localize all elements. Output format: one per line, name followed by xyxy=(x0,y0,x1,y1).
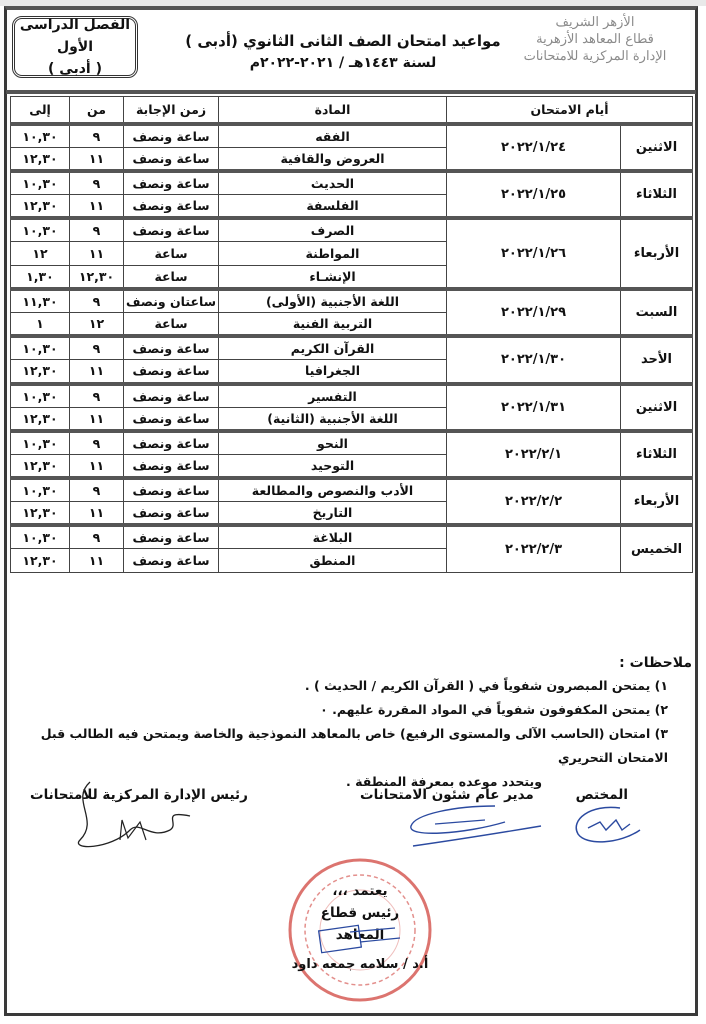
end-time-cell: ١٠,٣٠ xyxy=(11,124,70,148)
end-time-cell: ١٢,٣٠ xyxy=(11,502,70,526)
note-item: ١) يمتحن المبصرون شفوياً في ( القرآن الكريم / الحديث ) . xyxy=(304,678,668,693)
end-time-cell: ١٠,٣٠ xyxy=(11,431,70,455)
table-row xyxy=(11,478,693,502)
subject-cell: الفقه xyxy=(219,124,447,148)
header-divider xyxy=(6,90,696,94)
header-exam-days: أيام الامتحان xyxy=(447,97,693,125)
subject-cell: الإنشـاء xyxy=(219,266,447,290)
exam-day: الثلاثاء xyxy=(621,431,693,478)
handwritten-signature-specialist xyxy=(560,800,650,850)
exam-day: الاثنين xyxy=(621,384,693,431)
end-time-cell: ١٢,٣٠ xyxy=(11,407,70,431)
duration-cell: ساعة ونصف xyxy=(124,148,219,172)
exam-date: ٢٠٢٢/٢/٣ xyxy=(447,525,621,572)
duration-cell: ساعة ونصف xyxy=(124,360,219,384)
duration-cell: ساعة ونصف xyxy=(124,336,219,360)
table-header-row xyxy=(11,97,693,125)
end-time-cell: ١٠,٣٠ xyxy=(11,171,70,195)
subject-cell: التفسير xyxy=(219,384,447,408)
duration-cell: ساعة ونصف xyxy=(124,407,219,431)
signature-label-central-head: رئيس الإدارة المركزية للامتحانات xyxy=(30,787,248,803)
end-time-cell: ١٠,٣٠ xyxy=(11,384,70,408)
table-row xyxy=(11,218,693,242)
start-time-cell: ٩ xyxy=(70,431,124,455)
subject-cell: البلاغة xyxy=(219,525,447,549)
signature-label-general-manager: مدير عام شئون الامتحانات xyxy=(360,787,534,803)
header-to: إلى xyxy=(11,97,70,125)
start-time-cell: ٩ xyxy=(70,171,124,195)
start-time-cell: ٩ xyxy=(70,478,124,502)
duration-cell: ساعة ونصف xyxy=(124,525,219,549)
exam-date: ٢٠٢٢/١/٣١ xyxy=(447,384,621,431)
note-item-continuation: ويتحدد موعده بمعرفة المنطقة . xyxy=(346,774,542,789)
duration-cell: ساعة ونصف xyxy=(124,384,219,408)
exam-day: الاثنين xyxy=(621,124,693,171)
duration-cell: ساعة ونصف xyxy=(124,124,219,148)
start-time-cell: ١١ xyxy=(70,195,124,219)
start-time-cell: ٩ xyxy=(70,336,124,360)
exam-day: الثلاثاء xyxy=(621,171,693,218)
exam-schedule-table xyxy=(10,96,693,573)
subject-cell: اللغة الأجنبية (الأولى) xyxy=(219,289,447,313)
end-time-cell: ١,٣٠ xyxy=(11,266,70,290)
table-row xyxy=(11,336,693,360)
subject-cell: العروض والقافية xyxy=(219,148,447,172)
exam-day: الأربعاء xyxy=(621,218,693,289)
notes-section xyxy=(10,652,692,794)
semester-box xyxy=(12,16,138,78)
table-row xyxy=(11,171,693,195)
handwritten-signature-sector-head xyxy=(300,920,410,960)
header-from: من xyxy=(70,97,124,125)
duration-cell: ساعة ونصف xyxy=(124,171,219,195)
exam-day: السبت xyxy=(621,289,693,336)
document-title xyxy=(178,30,508,74)
duration-cell: ساعة xyxy=(124,313,219,337)
start-time-cell: ١١ xyxy=(70,502,124,526)
start-time-cell: ١١ xyxy=(70,360,124,384)
end-time-cell: ١٢,٣٠ xyxy=(11,195,70,219)
subject-cell: اللغة الأجنبية (الثانية) xyxy=(219,407,447,431)
start-time-cell: ١١ xyxy=(70,242,124,266)
exam-day: الأحد xyxy=(621,336,693,383)
end-time-cell: ١٠,٣٠ xyxy=(11,336,70,360)
exam-day: الخميس xyxy=(621,525,693,572)
approve-label: يعتمد ،،، xyxy=(332,883,388,899)
logo-line: الإدارة المركزية للامتحانات xyxy=(523,49,667,64)
end-time-cell: ١١,٣٠ xyxy=(11,289,70,313)
end-time-cell: ١٢,٣٠ xyxy=(11,148,70,172)
sector-head-name: أ.د / سلامه جمعه داود xyxy=(291,957,429,972)
document-header xyxy=(8,12,696,90)
start-time-cell: ٩ xyxy=(70,124,124,148)
exam-date: ٢٠٢٢/١/٣٠ xyxy=(447,336,621,383)
duration-cell: ساعة ونصف xyxy=(124,549,219,573)
subject-cell: التاريخ xyxy=(219,502,447,526)
duration-cell: ساعة ونصف xyxy=(124,195,219,219)
subject-cell: الفلسفة xyxy=(219,195,447,219)
end-time-cell: ١ xyxy=(11,313,70,337)
notes-title: ملاحظات : xyxy=(619,655,692,671)
exam-date: ٢٠٢٢/٢/٢ xyxy=(447,478,621,525)
logo-line: قطاع المعاهد الأزهرية xyxy=(536,32,654,47)
exam-date: ٢٠٢٢/١/٢٥ xyxy=(447,171,621,218)
duration-cell: ساعة ونصف xyxy=(124,502,219,526)
duration-cell: ساعة ونصف xyxy=(124,454,219,478)
duration-cell: ساعة ونصف xyxy=(124,478,219,502)
end-time-cell: ١٠,٣٠ xyxy=(11,525,70,549)
title-main: مواعيد امتحان الصف الثانى الثانوي (أدبى ) xyxy=(185,32,501,50)
start-time-cell: ٩ xyxy=(70,384,124,408)
subject-cell: الجغرافيا xyxy=(219,360,447,384)
duration-cell: ساعة ونصف xyxy=(124,218,219,242)
start-time-cell: ١٢ xyxy=(70,313,124,337)
end-time-cell: ١٢,٣٠ xyxy=(11,360,70,384)
duration-cell: ساعة xyxy=(124,266,219,290)
start-time-cell: ١١ xyxy=(70,407,124,431)
start-time-cell: ١١ xyxy=(70,549,124,573)
subject-cell: التوحيد xyxy=(219,454,447,478)
end-time-cell: ١٢ xyxy=(11,242,70,266)
duration-cell: ساعتان ونصف xyxy=(124,289,219,313)
signature-label-specialist: المختص xyxy=(575,787,628,803)
exam-date: ٢٠٢٢/١/٢٤ xyxy=(447,124,621,171)
end-time-cell: ١٠,٣٠ xyxy=(11,218,70,242)
logo-line: الأزهر الشريف xyxy=(555,15,635,30)
start-time-cell: ١١ xyxy=(70,148,124,172)
sector-head-title: رئيس قطاع المعاهد xyxy=(320,905,400,943)
start-time-cell: ٩ xyxy=(70,218,124,242)
semester-branch: ( أدبى ) xyxy=(48,61,102,77)
start-time-cell: ١١ xyxy=(70,454,124,478)
start-time-cell: ٩ xyxy=(70,525,124,549)
institution-logo-text xyxy=(500,14,690,65)
table-row xyxy=(11,289,693,313)
end-time-cell: ١٢,٣٠ xyxy=(11,454,70,478)
subject-cell: المواطنة xyxy=(219,242,447,266)
subject-cell: الصرف xyxy=(219,218,447,242)
duration-cell: ساعة ونصف xyxy=(124,431,219,455)
subject-cell: الأدب والنصوص والمطالعة xyxy=(219,478,447,502)
exam-date: ٢٠٢٢/١/٢٦ xyxy=(447,218,621,289)
handwritten-signature-manager xyxy=(395,800,545,850)
subject-cell: الحديث xyxy=(219,171,447,195)
end-time-cell: ١٢,٣٠ xyxy=(11,549,70,573)
table-row xyxy=(11,431,693,455)
table-row xyxy=(11,525,693,549)
subject-cell: المنطق xyxy=(219,549,447,573)
table-row xyxy=(11,124,693,148)
start-time-cell: ١٢,٣٠ xyxy=(70,266,124,290)
subject-cell: التربية الفنية xyxy=(219,313,447,337)
exam-date: ٢٠٢٢/١/٢٩ xyxy=(447,289,621,336)
header-subject: المادة xyxy=(219,97,447,125)
exam-date: ٢٠٢٢/٢/١ xyxy=(447,431,621,478)
start-time-cell: ٩ xyxy=(70,289,124,313)
duration-cell: ساعة xyxy=(124,242,219,266)
subject-cell: القرآن الكريم xyxy=(219,336,447,360)
subject-cell: النحو xyxy=(219,431,447,455)
end-time-cell: ١٠,٣٠ xyxy=(11,478,70,502)
note-item: ٣) امتحان (الحاسب الآلى والمستوى الرفيع) خاص بالمعاهد النموذجية والخاصة ويمتحن فيه الطالب قبل الامتحان التحريري xyxy=(40,726,668,765)
note-item: ٢) يمتحن المكفوفون شفوياً في المواد المقررة عليهم. ٠ xyxy=(320,702,668,717)
semester-title: الفصل الدراسى الأول xyxy=(19,17,131,55)
handwritten-signature-central-head xyxy=(50,780,200,860)
header-duration: زمن الإجابة xyxy=(124,97,219,125)
exam-day: الأربعاء xyxy=(621,478,693,525)
title-year: لسنة ١٤٤٣هـ / ٢٠٢١-٢٠٢٢م xyxy=(249,55,437,71)
table-row xyxy=(11,384,693,408)
